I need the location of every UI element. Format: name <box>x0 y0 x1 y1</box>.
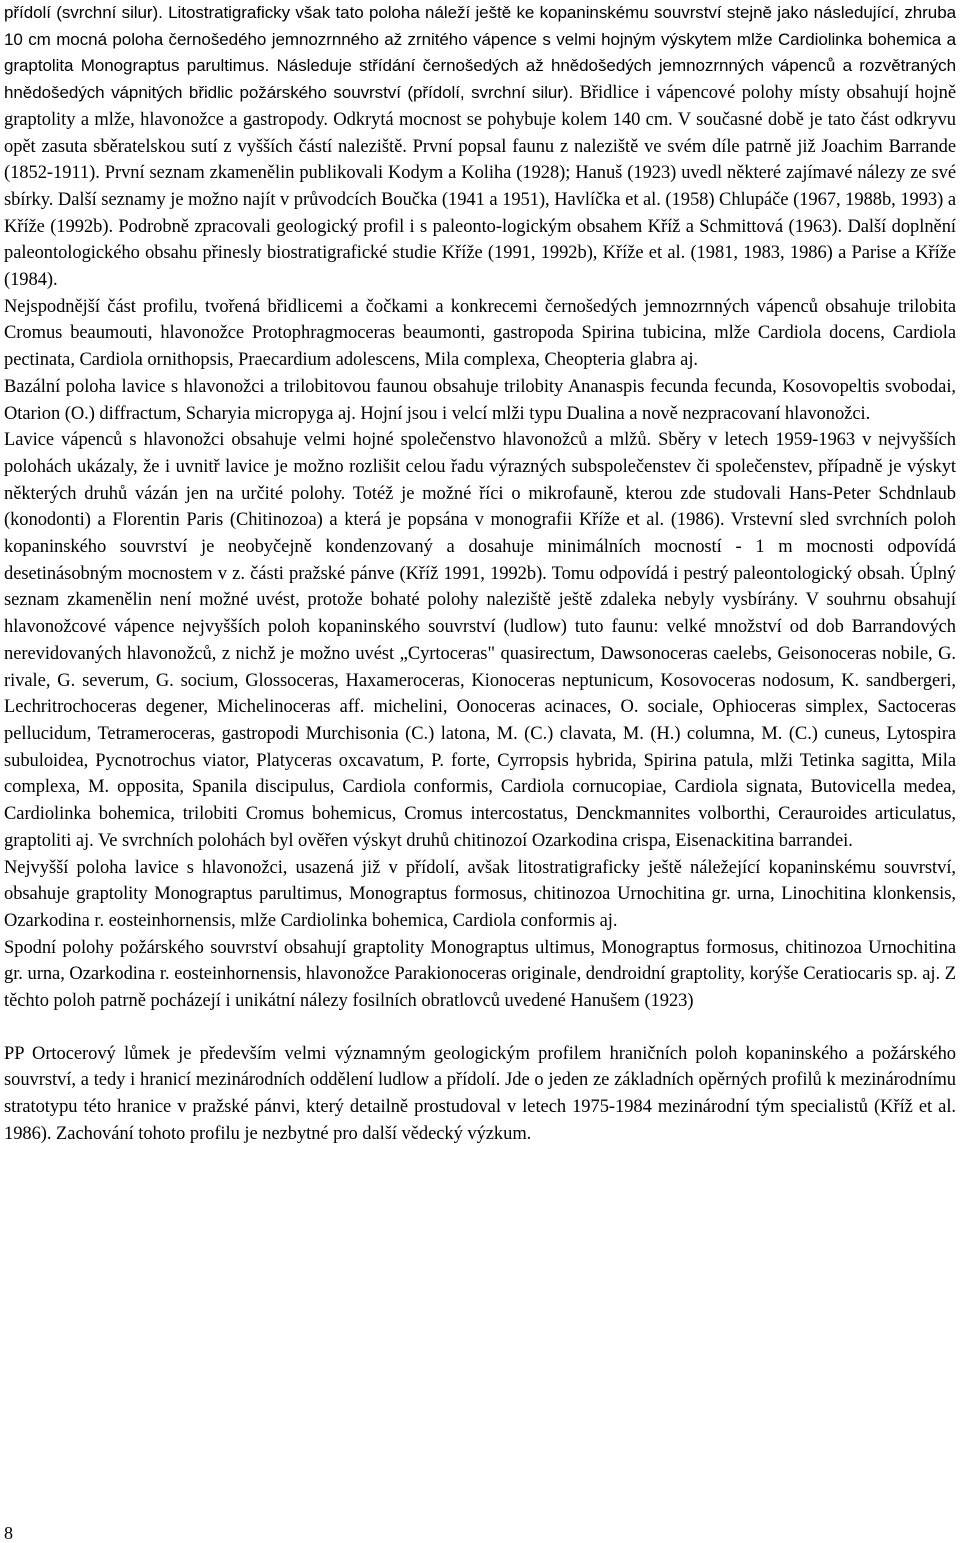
paragraph-intro-serif-part: Břidlice i vápencové polohy místy obsahují hojně graptolity a mlže, hlavonožce a gastropody. Odkrytá mocnost se pohybuje kolem 140 cm. V současné době je tato část odkryvu opět zasuta sběratelskou sutí z vyšších částí naleziště. První popsal faunu z naleziště ve svém díle patrně již Joachim Barrande (1852-1911). První seznam zkamenělin publikovali Kodym a Koliha (1928); Hanuš (1923) uvedl některé zajímavé nálezy ze své sbírky. Další seznamy je možno najít v průvodcích Boučka (1941 a 1951), Havlíčka et al. (1958) Chlupáče (1967, 1988b, 1993) a Kříže (1992b). Podrobně zpracovali geologický profil i s paleonto-logickým obsahem Kříž a Schmittová (1963). Další doplnění paleontologického obsahu přinesly biostratigrafické studie Kříže (1991, 1992b), Kříže et al. (1981, 1983, 1986) a Parise a Kříže (1984). <box>4 83 956 291</box>
paragraph-highest-layer: Nejvyšší poloha lavice s hlavonožci, usazená již v přídolí, avšak litostratigraficky ještě náležející kopaninskému souvrství, obsahuje graptolity Monograptus parultimus, Monograptus formosus, chitinozoa Urnochitina gr. urna, Linochitina klonkensis, Ozarkodina r. eosteinhornensis, mlže Cardiolinka bohemica, Cardiola conformis aj. <box>4 857 956 931</box>
paragraph-basal-layer: Bazální poloha lavice s hlavonožci a trilobitovou faunou obsahuje trilobity Ananaspis fecunda fecunda, Kosovopeltis svobodai, Otarion (O.) diffractum, Scharyia micropyga aj. Hojní jsou i velcí mlži typu Dualina a nově nezpracovaní hlavonožci. <box>4 376 956 424</box>
paragraph-conclusion: PP Ortocerový lůmek je především velmi významným geologickým profilem hraničních poloh kopaninského a požárského souvrství, a tedy i hranicí mezinárodních oddělení ludlow a přídolí. Jde o jeden ze základních opěrných profilů k mezinárodnímu stratotypu této hranice v pražské pánvi, který detailně prostudoval v letech 1975-1984 mezinárodní tým specialistů (Kříž et al. 1986). Zachování tohoto profilu je nezbytné pro další vědecký výzkum. <box>4 1043 956 1144</box>
paragraph-intro-sans-part: přídolí (svrchní silur). Litostratigraficky však tato poloha náleží ještě ke kopaninskému souvrství stejně jako následující, zhruba 10 cm mocná poloha černošedého jemnozrnného až zrnitého vápence s velmi hojným výskytem mlže Cardiolinka bohemica a graptolita Monograptus parultimus. Následuje střídání černošedých až hnědošedých jemnozrnných vápenců a rozvětraných hnědošedých vápnitých břidlic požárského souvrství (přídolí, svrchní silur). <box>4 3 956 103</box>
paragraph-pozary-lower: Spodní polohy požárského souvrství obsahují graptolity Monograptus ultimus, Monograptus formosus, chitinozoa Urnochitina gr. urna, Ozarkodina r. eosteinhornensis, hlavonožce Parakionoceras originale, dendroidní graptolity, korýše Ceratiocaris sp. aj. Z těchto poloh patrně pocházejí i unikátní nálezy fosilních obratlovců uvedené Hanušem (1923) <box>4 937 956 1012</box>
paragraph-cephalopod-bench: Lavice vápenců s hlavonožci obsahuje velmi hojné společenstvo hlavonožců a mlžů. Sběry v letech 1959-1963 v nejvyšších polohách ukázaly, že i uvnitř lavice je možno rozlišit celou řadu výrazných subspolečenstev či společenstev, případně je výskyt některých druhů vázán jen na určité polohy. Totéž je možné říci o mikrofauně, kterou zde studovali Hans-Peter Schdnlaub (konodonti) a Florentin Paris (Chitinozoa) a která je popsána v monografii Kříže et al. (1986). Vrstevní sled svrchních poloh kopaninského souvrství je neobyčejně kondenzovaný a dosahuje minimálních mocností - 1 m mocnosti odpovídá desetinásobným mocnostem v z. části pražské pánve (Kříž 1991, 1992b). Tomu odpovídá i pestrý paleontologický obsah. Úplný seznam zkamenělin není možné uvést, protože bohaté polohy naleziště ještě zdaleka nebyly vysbírány. V souhrnu obsahují hlavonožcové vápence nejvyšších poloh kopaninského souvrství (ludlow) tuto faunu: velké množství od dob Barrandových nerevidovaných hlavonožců, z nichž je možno uvést „Cyrtoceras" quasirectum, Dawsonoceras caelebs, Geisonoceras nobile, G. rivale, G. severum, G. socium, Glossoceras, Haxameroceras, Kionoceras neptunicum, Kosovoceras nodosum, K. sandbergeri, Lechritrochoceras degener, Michelinoceras aff. michelini, Oonoceras acinaces, O. sociale, Ophioceras simplex, Sactoceras pellucidum, Tetrameroceras, gastropodi Murchisonia (C.) latona, M. (C.) clavata, M. (H.) columna, M. (C.) cuneus, Lytospira subuloidea, Pycnotrochus viator, Platyceras oxcavatum, P. forte, Cyrropsis hybrida, Spirina patula, mlži Tetinka sagitta, Mila complexa, M. opposita, Spanila discipulus, Cardiola conformis, Cardiola cornucopiae, Cardiola signata, Butovicella medea, Cardiolinka bohemica, trilobiti Cromus bohemicus, Cromus intercostatus, Denckmannites volborthi, Cerauroides articulatus, graptoliti aj. Ve svrchních polohách byl ověřen výskyt druhů chitinozoí Ozarkodina crispa, Eisenackitina barrandei. <box>4 430 956 851</box>
page-body <box>4 0 956 1148</box>
paragraph-spacer <box>4 1015 956 1041</box>
paragraph-lowest-part: Nejspodnější část profilu, tvořená břidlicemi a čočkami a konkrecemi černošedých jemnozrnných vápenců obsahuje trilobita Cromus beaumouti, hlavonožce Protophragmoceras beaumonti, gastropoda Spirina tubicina, mlže Cardiola docens, Cardiola pectinata, Cardiola ornithopsis, Praecardium adolescens, Mila complexa, Cheopteria glabra aj. <box>4 296 956 371</box>
paragraph-intro <box>4 0 956 294</box>
page-number: 8 <box>4 1523 13 1543</box>
